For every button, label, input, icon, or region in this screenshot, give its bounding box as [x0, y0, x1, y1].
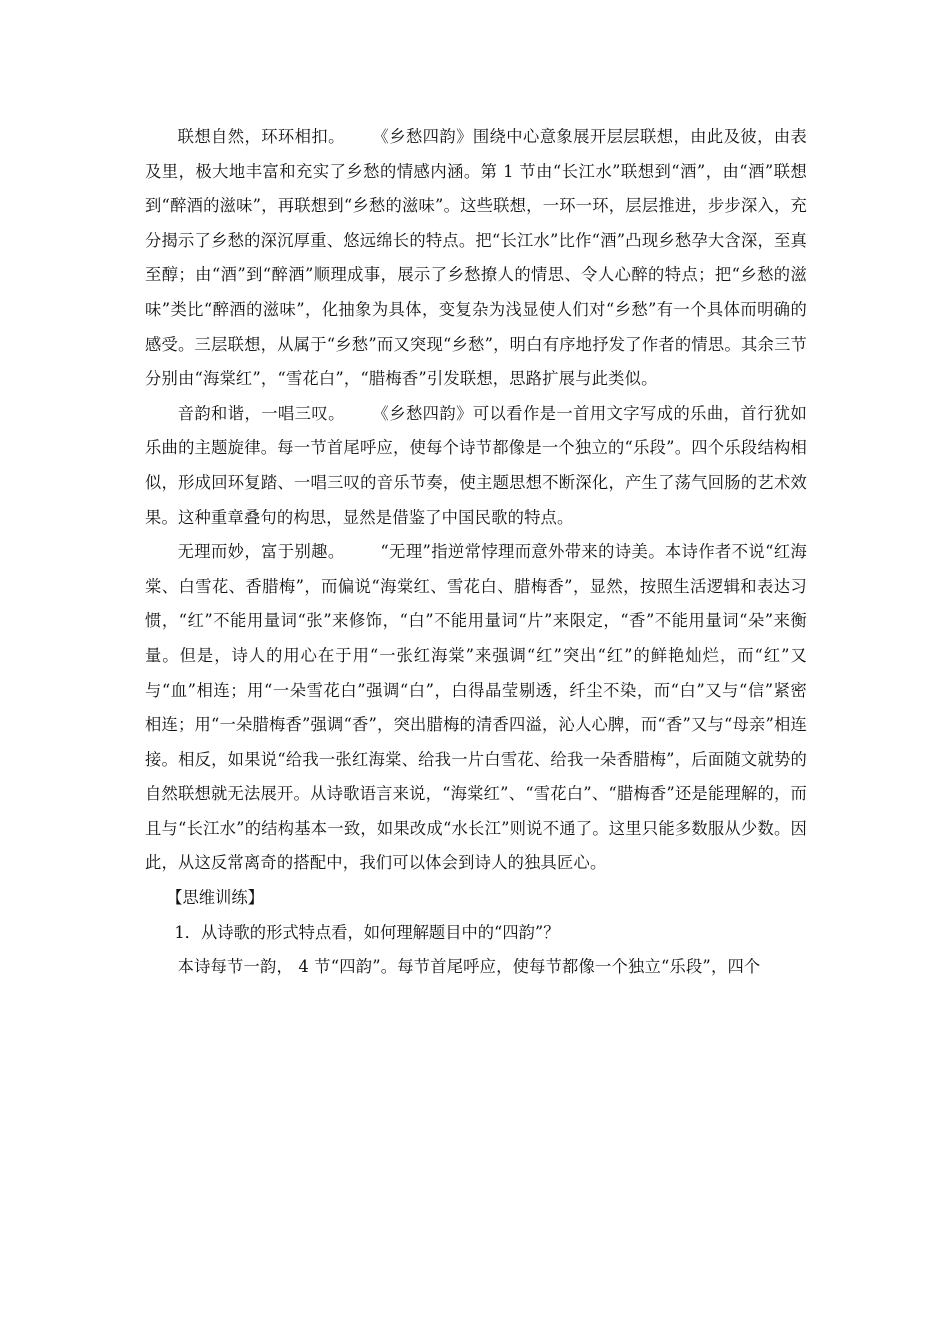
training-heading: 【思维训练】: [166, 888, 264, 908]
paragraph-lead: 音韵和谐，一唱三叹。: [177, 403, 345, 423]
paragraph-body: 《乡愁四韵》围绕中心意象展开层层联想，由此及彼，由表及里，极大地丰富和充实了乡愁的情感内涵。第 1 节由“长江水”联想到“酒”，由“酒”联想到“醉酒的滋味”，再联想到“乡愁的滋味”。这些联想，一环一环，层层推进，步步深入，充分揭示了乡愁的深沉厚重、悠远绵长的特点。把“长江水”比作“酒”凸现乡愁孕大含深，至真至醇；由“酒”到“醉酒”顺理成事，展示了乡愁撩人的情思、令人心醉的特点；把“乡愁的滋味”类比“醉酒的滋味”，化抽象为具体，变复杂为浅显使人们对“乡愁”有一个具体而明确的感受。三层联想，从属于“乡愁”而又突现“乡愁”，明白有序地抒发了作者的情思。其余三节分别由“海棠红”，“雪花白”，“腊梅香”引发联想，思路扩展与此类似。: [145, 127, 807, 389]
paragraph-body: “无理”指逆常悖理而意外带来的诗美。本诗作者不说“红海棠、白雪花、香腊梅”，而偏说“海棠红、雪花白、腊梅香”，显然，按照生活逻辑和表达习惯，“红”不能用量词“张”来修饰，“白”不能用量词“片”来限定，“香”不能用量词“朵”来衡量。但是，诗人的用心在于用“一张红海棠”来强调“红”突出“红”的鲜艳灿烂，而“红”又与“血”相连；用“一朵雪花白”强调“白”，白得晶莹剔透，纤尘不染，而“白”又与“信”紧密相连；用“一朵腊梅香”强调“香”，突出腊梅的清香四溢，沁人心脾，而“香”又与“母亲”相连接。相反，如果说“给我一张红海棠、给我一片白雪花、给我一朵香腊梅”，后面随文就势的自然联想就无法展开。从诗歌语言来说，“海棠红”、“雪花白”、“腊梅香”还是能理解的，而且与“长江水”的结构基本一致，如果改成“水长江”则说不通了。这里只能多数服从少数。因此，从这反常离奇的搭配中，我们可以体会到诗人的独具匠心。: [145, 542, 807, 873]
paragraph-lead: 联想自然，环环相扣。: [177, 127, 345, 146]
paragraph-body: 《乡愁四韵》可以看作是一首用文字写成的乐曲，首行犹如乐曲的主题旋律。每一节首尾呼应，使每个诗节都像是一个独立的“乐段”。四个乐段结构相似，形成回环复踏、一唱三叹的音乐节奏，使主题思想不断深化，产生了荡气回肠的艺术效果。这种重章叠句的构思，显然是借鉴了中国民歌的特点。: [145, 403, 807, 527]
paragraph-rhythm: [145, 397, 807, 535]
paragraph-wuli: [145, 535, 807, 881]
training-answer: 本诗每节一韵， 4 节“四韵”。每节首尾呼应，使每节都像一个独立“乐段”，四个: [177, 957, 761, 977]
paragraph-lead: 无理而妙，富于别趣。: [177, 542, 345, 562]
document-page: [145, 120, 807, 985]
paragraph-association: [145, 120, 807, 397]
training-question: 1．从诗歌的形式特点看，如何理解题目中的“四韵”？: [174, 922, 560, 942]
